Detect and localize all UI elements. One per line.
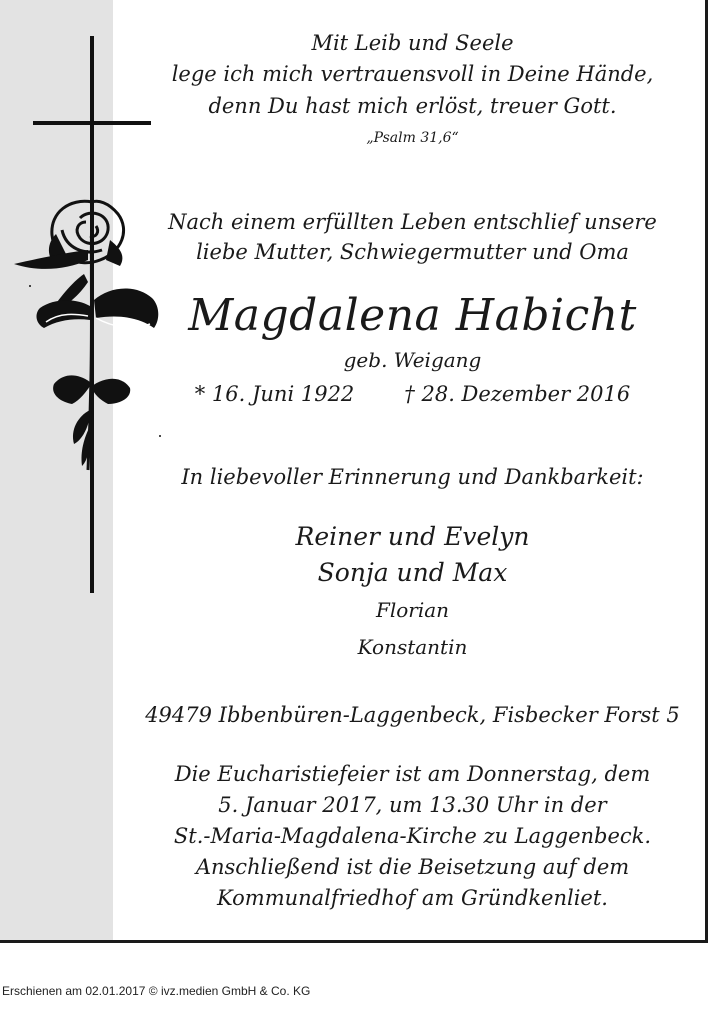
birth-date: * 16. Juni 1922 <box>194 382 355 406</box>
grandchild-name: Florian <box>375 598 450 622</box>
service-line: Kommunalfriedhof am Gründkenliet. <box>217 886 608 910</box>
grandchild-name: Konstantin <box>357 635 468 659</box>
cross-bar <box>33 121 151 125</box>
life-dates <box>120 382 705 406</box>
verse-line: Mit Leib und Seele <box>311 31 514 55</box>
maiden-name: geb. Weigang <box>343 348 482 372</box>
verse-line: lege ich mich vertrauensvoll in Deine Hände, <box>171 62 654 86</box>
service-line: 5. Januar 2017, um 13.30 Uhr in der <box>218 793 607 817</box>
deceased-name: Magdalena Habicht <box>188 290 637 341</box>
mourner-name: Reiner und Evelyn <box>295 522 530 551</box>
verse-line: denn Du hast mich erlöst, treuer Gott. <box>208 94 617 118</box>
intro-line: Nach einem erfüllten Leben entschlief unsere <box>168 210 657 234</box>
thanks-line: In liebevoller Erinnerung und Dankbarkeit: <box>181 465 644 489</box>
publication-footer: Erschienen am 02.01.2017 © ivz.medien GmbH & Co. KG <box>2 984 311 998</box>
verse-reference: „Psalm 31,6“ <box>366 130 459 146</box>
service-line: Anschließend ist die Beisetzung auf dem <box>195 855 630 879</box>
death-date: † 28. Dezember 2016 <box>404 382 631 406</box>
address-line: 49479 Ibbenbüren-Laggenbeck, Fisbecker Forst 5 <box>145 703 680 727</box>
service-line: Die Eucharistiefeier ist am Donnerstag, dem <box>174 762 651 786</box>
service-line: St.-Maria-Magdalena-Kirche zu Laggenbeck. <box>173 824 652 848</box>
mourner-name: Sonja und Max <box>317 558 508 587</box>
intro-line: liebe Mutter, Schwiegermutter und Oma <box>196 240 629 264</box>
